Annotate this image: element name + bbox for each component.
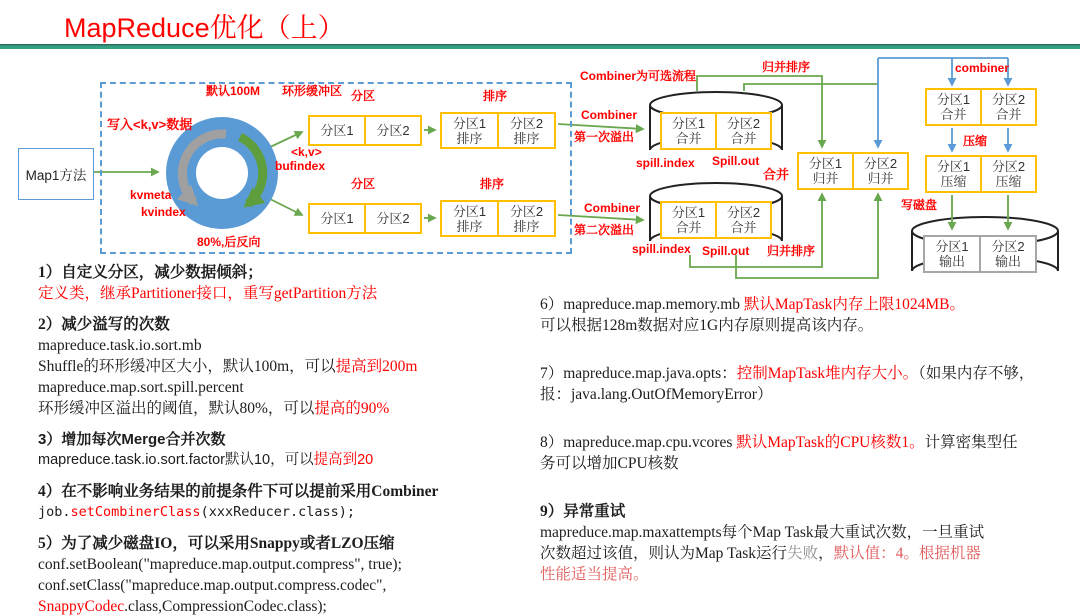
note-line bbox=[540, 522, 1078, 543]
note-line bbox=[540, 564, 1078, 585]
label-second-spill: 第二次溢出 bbox=[574, 223, 635, 237]
label-spill-out-1: Spill.out bbox=[712, 154, 760, 168]
label-partition-2: 分区 bbox=[351, 177, 376, 191]
slide-title: MapReduce优化（上） bbox=[64, 13, 345, 43]
note-text-run: 环形缓冲区溢出的阈值，默认80%，可以 bbox=[38, 400, 315, 417]
note-block bbox=[38, 314, 543, 419]
label-kvindex: kvindex bbox=[141, 205, 186, 219]
label-merge: 合并 bbox=[763, 167, 790, 182]
note-text-run: 定义类，继承Partitioner接口，重写getPartition方法 bbox=[38, 285, 378, 302]
note-text-run: mapreduce.task.io.sort.factor默认10，可以 bbox=[38, 452, 314, 468]
note-block bbox=[540, 363, 1078, 405]
note-line bbox=[540, 315, 1078, 336]
label-write-kv: 写入<k,v>数据 bbox=[107, 117, 193, 132]
note-text-run: 默认值：4。根据机器 bbox=[833, 545, 981, 562]
note-text-run: 默认MapTask的CPU核数1。 bbox=[736, 434, 925, 451]
note-line bbox=[38, 398, 543, 419]
compress-box: 分区1 压缩 分区2 压缩 bbox=[925, 155, 1037, 193]
note-text-run: 1）自定义分区，减少数据倾斜； bbox=[38, 264, 263, 281]
note-line bbox=[38, 314, 543, 335]
notes-left-column bbox=[38, 262, 543, 616]
partition-box-row1: 分区1 分区2 bbox=[308, 115, 422, 146]
spill2-merge-box: 分区1 合并 分区2 合并 bbox=[660, 201, 772, 239]
label-spill-index-2: spill.index bbox=[632, 242, 691, 256]
note-block bbox=[38, 481, 543, 523]
notes-right-column bbox=[540, 294, 1078, 612]
note-block bbox=[38, 262, 543, 304]
label-ring-buffer: 环形缓冲区 bbox=[282, 84, 343, 98]
note-block bbox=[540, 432, 1078, 474]
note-text-run: SnappyCodec bbox=[38, 598, 125, 615]
note-line bbox=[38, 450, 543, 471]
note-text-run: .class,CompressionCodec.class); bbox=[124, 598, 327, 615]
note-text-run: 提高到20 bbox=[313, 452, 374, 468]
note-line bbox=[540, 543, 1078, 564]
note-line bbox=[38, 262, 543, 283]
label-merge-sort-bottom: 归并排序 bbox=[767, 244, 816, 258]
note-text-run: 性能适当提高。 bbox=[540, 566, 649, 583]
label-sort-1: 排序 bbox=[483, 89, 508, 103]
note-line bbox=[540, 453, 1078, 474]
note-text-run: 计算密集型任 bbox=[924, 434, 1018, 451]
note-line bbox=[38, 502, 543, 523]
note-text-run: 可以根据128m数据对应1G内存原则提高该内存。 bbox=[540, 317, 874, 334]
note-text-run: 7）mapreduce.map.java.opts： bbox=[540, 365, 737, 382]
label-partition-1: 分区 bbox=[351, 89, 376, 103]
note-line bbox=[38, 533, 543, 554]
note-line bbox=[38, 575, 543, 596]
note-text-run: conf.setBoolean("mapreduce.map.output.compress", true); bbox=[38, 556, 402, 573]
label-spill-out-2: Spill.out bbox=[702, 244, 750, 258]
note-text-run: 6）mapreduce.map.memory.mb bbox=[540, 296, 744, 313]
note-block bbox=[38, 533, 543, 616]
note-line bbox=[38, 377, 543, 398]
note-line bbox=[38, 554, 543, 575]
partition-box-row2: 分区1 分区2 bbox=[308, 203, 422, 234]
note-text-run: 提高到200m bbox=[335, 358, 418, 375]
note-text-run: mapreduce.map.sort.spill.percent bbox=[38, 379, 244, 396]
note-text-run: 8）mapreduce.map.cpu.vcores bbox=[540, 434, 737, 451]
note-text-run: 失败 bbox=[787, 545, 819, 562]
note-text-run: conf.setClass("mapreduce.map.output.compress.codec", bbox=[38, 577, 387, 594]
note-line bbox=[38, 481, 543, 502]
note-text-run: 3）增加每次Merge合并次数 bbox=[38, 431, 226, 448]
map-method-box: Map1方法 bbox=[18, 148, 94, 200]
output-box: 分区1 输出 分区2 输出 bbox=[923, 235, 1037, 273]
label-combiner-1: Combiner bbox=[581, 108, 638, 122]
note-line bbox=[540, 363, 1078, 384]
note-text-run: Shuffle的环形缓冲区大小，默认100m，可以 bbox=[38, 358, 336, 375]
note-text-run: 默认MapTask内存上限1024MB。 bbox=[743, 296, 965, 313]
label-spill-index-1: spill.index bbox=[636, 156, 695, 170]
note-block bbox=[540, 294, 1078, 336]
note-line bbox=[38, 429, 543, 450]
label-bufindex: bufindex bbox=[275, 159, 325, 173]
note-text-run: 2）减少溢写的次数 bbox=[38, 316, 170, 333]
note-line bbox=[38, 596, 543, 616]
label-kv: <k,v> bbox=[291, 145, 322, 159]
combine-box: 分区1 合并 分区2 合并 bbox=[925, 88, 1037, 126]
label-kvmeta: kvmeta bbox=[130, 188, 172, 202]
sort-box-row1: 分区1 排序 分区2 排序 bbox=[440, 112, 556, 149]
label-sort-2: 排序 bbox=[480, 177, 505, 191]
note-text-run: 次数超过该值，则认为Map Task运行 bbox=[540, 545, 788, 562]
label-first-spill: 第一次溢出 bbox=[574, 130, 635, 144]
merge-sort-box: 分区1 归并 分区2 归并 bbox=[797, 152, 909, 190]
note-text-run: setCombinerClass bbox=[70, 504, 201, 520]
note-text-run: 9）异常重试 bbox=[540, 503, 626, 520]
note-line bbox=[38, 283, 543, 304]
spill1-merge-box: 分区1 合并 分区2 合并 bbox=[660, 112, 772, 150]
note-text-run: 控制MapTask堆内存大小。 bbox=[736, 365, 919, 382]
note-line bbox=[540, 384, 1078, 405]
note-text-run: 5）为了减少磁盘IO，可以采用Snappy或者LZO压缩 bbox=[38, 535, 395, 552]
note-text-run: （如果内存不够， bbox=[918, 365, 1035, 382]
label-merge-sort-top: 归并排序 bbox=[762, 60, 811, 74]
label-combiner-right: combiner bbox=[955, 61, 1010, 75]
note-text-run: (xxxReducer.class); bbox=[200, 504, 355, 520]
note-block bbox=[38, 429, 543, 471]
note-text-run: mapreduce.task.io.sort.mb bbox=[38, 337, 202, 354]
note-line bbox=[38, 335, 543, 356]
note-text-run: mapreduce.map.maxattempts每个Map Task最大重试次数，一旦重试 bbox=[540, 524, 985, 541]
note-text-run: 提高的90% bbox=[314, 400, 390, 417]
note-text-run: 4）在不影响业务结果的前提条件下可以提前采用Combiner bbox=[38, 483, 439, 500]
note-line bbox=[540, 432, 1078, 453]
label-default-100m: 默认100M bbox=[206, 84, 261, 98]
note-line bbox=[540, 294, 1078, 315]
note-line bbox=[540, 501, 1078, 522]
note-block bbox=[540, 501, 1078, 585]
label-combiner-optional: Combiner为可选流程 bbox=[580, 69, 697, 83]
label-write-disk: 写磁盘 bbox=[901, 198, 938, 212]
note-line bbox=[38, 356, 543, 377]
note-text-run: ， bbox=[818, 545, 834, 562]
label-compress: 压缩 bbox=[963, 134, 988, 148]
label-80-percent: 80%,后反向 bbox=[197, 235, 261, 249]
note-text-run: job. bbox=[38, 504, 71, 520]
note-text-run: 务可以增加CPU核数 bbox=[540, 455, 679, 472]
note-text-run: 报：java.lang.OutOfMemoryError） bbox=[540, 386, 773, 403]
label-combiner-2: Combiner bbox=[584, 201, 641, 215]
sort-box-row2: 分区1 排序 分区2 排序 bbox=[440, 200, 556, 237]
